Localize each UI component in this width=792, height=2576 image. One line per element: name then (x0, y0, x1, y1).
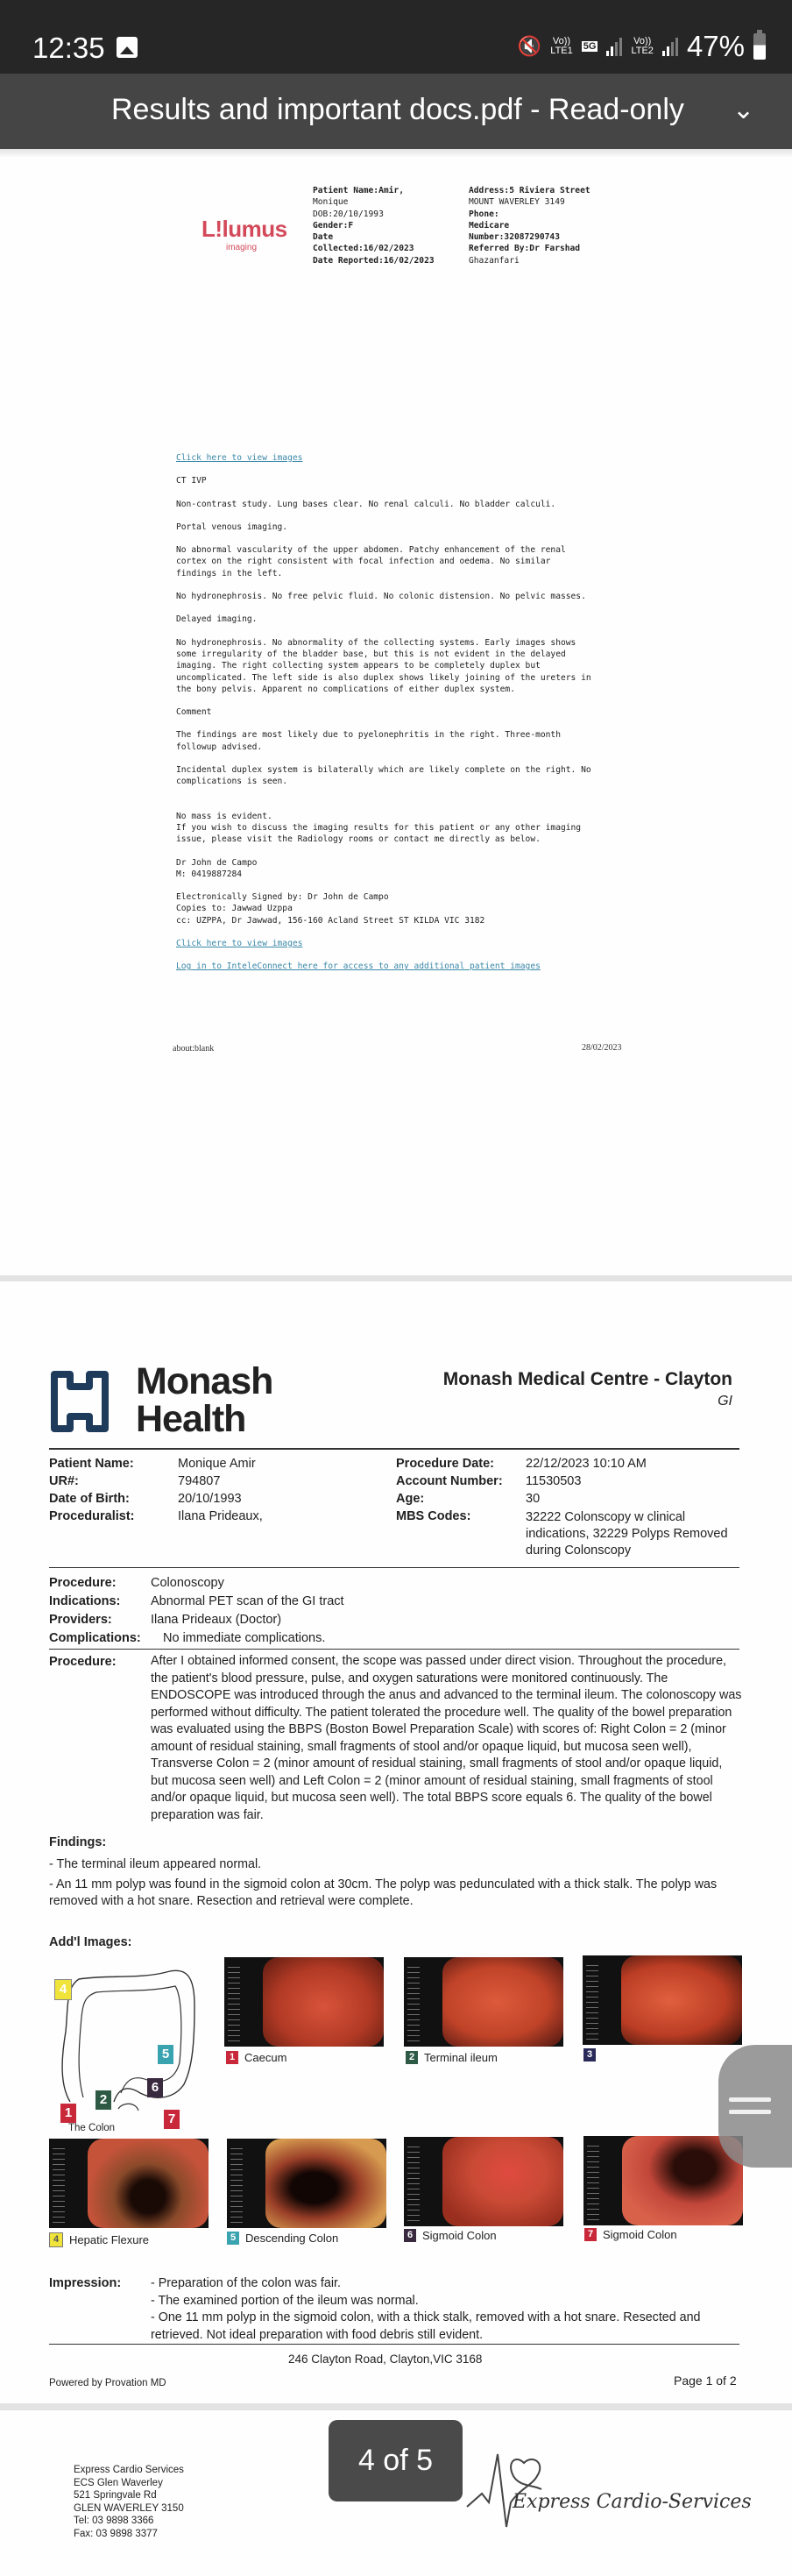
image-caption-4: 4 Hepatic Flexure (49, 2232, 149, 2247)
field-label: Indications: (49, 1594, 121, 1608)
battery-percent: 47% (686, 30, 745, 62)
field-label: Complications: (49, 1631, 141, 1645)
page-indicator: 4 of 5 (329, 2420, 463, 2501)
monash-health-logo-mark (49, 1369, 110, 1434)
toolbar-shadow (0, 149, 792, 158)
ecs-heartbeat-logo-icon (463, 2450, 568, 2529)
field-value: 11530503 (526, 1474, 582, 1488)
department: GI (718, 1394, 732, 1409)
field-label: MBS Codes: (396, 1509, 471, 1523)
doctor-contact: Dr John de Campo M: 0419887284 (176, 857, 258, 879)
field-label: Date of Birth: (49, 1492, 130, 1506)
impression-label: Impression: (49, 2276, 122, 2290)
section-rule (49, 1567, 739, 1568)
page-number: Page 1 of 2 (674, 2374, 737, 2388)
diagram-marker-4: 4 (54, 1979, 72, 2000)
status-bar (0, 0, 792, 74)
procedure-description: After I obtained informed consent, the scope was passed under direct vision. Throughout the procedure, the patient's blood pressure, pulse, and oxygen saturations were monitored continuously. The ENDOSCOPE was introduced through the anus and advanced to the terminal ileum. The colonoscopy was performed without difficulty. The patient tolerated the procedure well. The quality of the bowel preparation was evaluated using the BBPS (Boston Bowel Preparation Scale) with scores of: Right Colon = 2 (minor amount of residual staining, small fragments of stool and/or opaque liquid, but mucosa seen well), Transverse Colon = 2 (minor amount of residual staining, small fragments of stool and/or opaque liquid, but mucosa seen well) and Left Colon = 2 (minor amount of residual staining, small fragments of stool and/or opaque liquid, but mucosa seen well). The total BBPS score equals 6. The quality of the bowel preparation was fair. (151, 1654, 742, 1822)
image-caption-1: 1 Caecum (226, 2051, 286, 2064)
field-value: Colonoscopy (151, 1576, 224, 1590)
page-divider (0, 2403, 792, 2410)
diagram-caption: The Colon (68, 2123, 116, 2133)
report-paragraph: No abnormal vascularity of the upper abdomen. Patchy enhancement of the renal cortex on the right consistent with focal infection and oedema. No similar findings in the left. (176, 545, 566, 578)
field-label: UR#: (49, 1474, 79, 1488)
field-value: 22/12/2023 10:10 AM (526, 1457, 647, 1471)
page-footer-url: about:blank (173, 1044, 215, 1054)
ecs-address: Express Cardio Services ECS Glen Waverley 521 Springvale Rd GLEN WAVERLEY 3150 Tel: 03 9898 3366 Fax: 03 9898 3377 (74, 2465, 184, 2539)
additional-images-label: Add'l Images: (49, 1935, 132, 1949)
report-body (176, 452, 640, 973)
field-value: Monique Amir (178, 1457, 256, 1471)
image-caption-2: 2 Terminal ileum (406, 2051, 498, 2064)
diagram-marker-5: 5 (158, 2045, 173, 2064)
endoscopy-image-2 (404, 1957, 563, 2047)
report-paragraph: No hydronephrosis. No free pelvic fluid. No colonic distension. No pelvic masses. (176, 592, 586, 602)
findings-label: Findings: (49, 1835, 107, 1849)
impression-item: - Preparation of the colon was fair. (151, 2276, 341, 2290)
image-caption-6: 6 Sigmoid Colon (404, 2229, 497, 2242)
lte1-indicator: Vo)) LTE1 (550, 36, 573, 56)
impression-item: - The examined portion of the ileum was normal. (151, 2293, 419, 2308)
view-images-link[interactable]: Click here to view images (176, 453, 303, 463)
section-rule (49, 1649, 739, 1650)
report-paragraph: Non-contrast study. Lung bases clear. No renal calculi. No bladder calculi. (176, 499, 556, 509)
chevron-down-icon[interactable]: ⌄ (732, 96, 755, 124)
field-label: Proceduralist: (49, 1509, 135, 1523)
battery-icon (753, 33, 766, 60)
document-title-bar (0, 74, 792, 149)
report-paragraph: The findings are most likely due to pyelonephritis in the right. Three-month followup advised. (176, 730, 561, 752)
finding-item: - An 11 mm polyp was found in the sigmoid colon at 30cm. The polyp was pedunculated with a thick stalk. The polyp was removed with a hot snare. Resection and retrieval were complete. (49, 1877, 718, 1908)
lumus-logo: L!lumus (202, 216, 287, 242)
field-value: 32222 Colonscopy w clinical indications, 32229 Polyps Removed during Colonscopy (526, 1510, 728, 1558)
signature-block: Electronically Signed by: Dr John de Campo Copies to: Jawwad Uzppa cc: UZPPA, Dr Jawwad, 156-160 Acland Street ST KILDA VIC 3182 (176, 892, 485, 926)
patient-details: Patient Name:Amir, Monique DOB:20/10/1993 Gender:F Date Collected:16/02/2023 Date Reported:16/02/2023 (313, 186, 435, 266)
image-caption-7: 7 Sigmoid Colon (584, 2228, 677, 2241)
facility-name: Monash Medical Centre - Clayton (442, 1369, 732, 1389)
endoscopy-image-5 (227, 2139, 386, 2228)
monash-health-logo-text: Monash Health (136, 1360, 273, 1440)
footer-rule (49, 2344, 739, 2345)
signal-icon-1 (606, 37, 622, 56)
header-rule (49, 1448, 739, 1450)
powered-by: Powered by Provation MD (49, 2378, 166, 2388)
field-label: Account Number: (396, 1474, 503, 1488)
lumus-logo-sub: imaging (226, 243, 258, 252)
diagram-marker-7: 7 (164, 2110, 180, 2129)
view-images-link-2[interactable]: Click here to view images (176, 939, 303, 949)
ecs-logo-text: Express Cardio-Services (513, 2491, 752, 2513)
report-paragraph: Incidental duplex system is bilaterally which are likely complete on the right. No complications is seen. (176, 765, 591, 787)
field-value: Ilana Prideaux (Doctor) (151, 1613, 282, 1627)
field-label: Procedure: (49, 1576, 117, 1590)
field-value: Ilana Prideaux, (178, 1509, 263, 1523)
field-value: No immediate complications. (163, 1631, 326, 1645)
report-closing: No mass is evident. If you wish to discuss the imaging results for this patient or any other imaging issue, please visit the Radiology rooms or contact me directly as below. (176, 811, 582, 845)
status-icons (518, 30, 766, 63)
endoscopy-image-4 (49, 2139, 209, 2228)
impression-list (151, 2275, 742, 2344)
address-details: Address:5 Riviera Street MOUNT WAVERLEY 3149 Phone: Medicare Number:32087290743 Referred By:Dr Farshad Ghazanfari (469, 186, 590, 266)
report-paragraph: Delayed imaging. (176, 614, 258, 625)
report-header (175, 181, 624, 284)
endoscopy-image-7 (583, 2136, 743, 2225)
document-title: Results and important docs.pdf - Read-only (111, 93, 684, 126)
field-label: Age: (396, 1492, 425, 1506)
page-footer-date: 28/02/2023 (582, 1043, 622, 1053)
mute-icon: 🔇 (517, 35, 542, 57)
clock: 12:35 (32, 32, 105, 64)
endoscopy-image-1 (224, 1957, 384, 2047)
report-paragraph: No hydronephrosis. No abnormality of the collecting systems. Early images shows some irregularity of the bladder base, but this is not evident in the delayed imaging. The right collecting system appears to be completely duplex but uncomplicated. The left side is also duplex shows likely joining of the ureters in the bony pelvis. Apparent no complications of either duplex system. (176, 637, 591, 694)
finding-item: - The terminal ileum appeared normal. (49, 1857, 262, 1871)
field-value: 20/10/1993 (178, 1492, 242, 1506)
findings-list (49, 1856, 741, 1911)
field-value: 30 (526, 1492, 541, 1506)
impression-item: - One 11 mm polyp in the sigmoid colon, with a thick stalk, removed with a hot snare. Resected and retrieved. Not ideal preparation with food debris still evident. (151, 2310, 701, 2342)
field-value: Abnormal PET scan of the GI tract (151, 1594, 344, 1608)
field-label: Providers: (49, 1613, 112, 1627)
field-value: 794807 (178, 1474, 221, 1488)
lte2-indicator: Vo)) LTE2 (631, 36, 654, 56)
signal-icon-2 (662, 37, 678, 56)
report-paragraph: Comment (176, 707, 212, 718)
image-notification-icon (117, 37, 138, 58)
fast-scroll-handle[interactable] (718, 2045, 792, 2168)
diagram-marker-2: 2 (95, 2090, 111, 2110)
5g-icon: 5G (583, 41, 597, 52)
procedure-label: Procedure: (49, 1655, 117, 1669)
clinic-address: 246 Clayton Road, Clayton,VIC 3168 (288, 2352, 483, 2366)
field-label: Patient Name: (49, 1457, 134, 1471)
report-title: CT IVP (176, 476, 207, 486)
report-paragraph: Portal venous imaging. (176, 522, 288, 532)
diagram-marker-1: 1 (60, 2104, 76, 2123)
diagram-marker-6: 6 (147, 2078, 163, 2097)
endoscopy-image-3 (583, 1955, 742, 2045)
inteleconnect-link[interactable]: Log in to InteleConnect here for access to any additional patient images (176, 962, 541, 972)
image-caption-3: 3 (583, 2048, 602, 2062)
image-caption-5: 5 Descending Colon (227, 2232, 338, 2245)
endoscopy-image-6 (404, 2137, 563, 2226)
field-label: Procedure Date: (396, 1457, 495, 1471)
